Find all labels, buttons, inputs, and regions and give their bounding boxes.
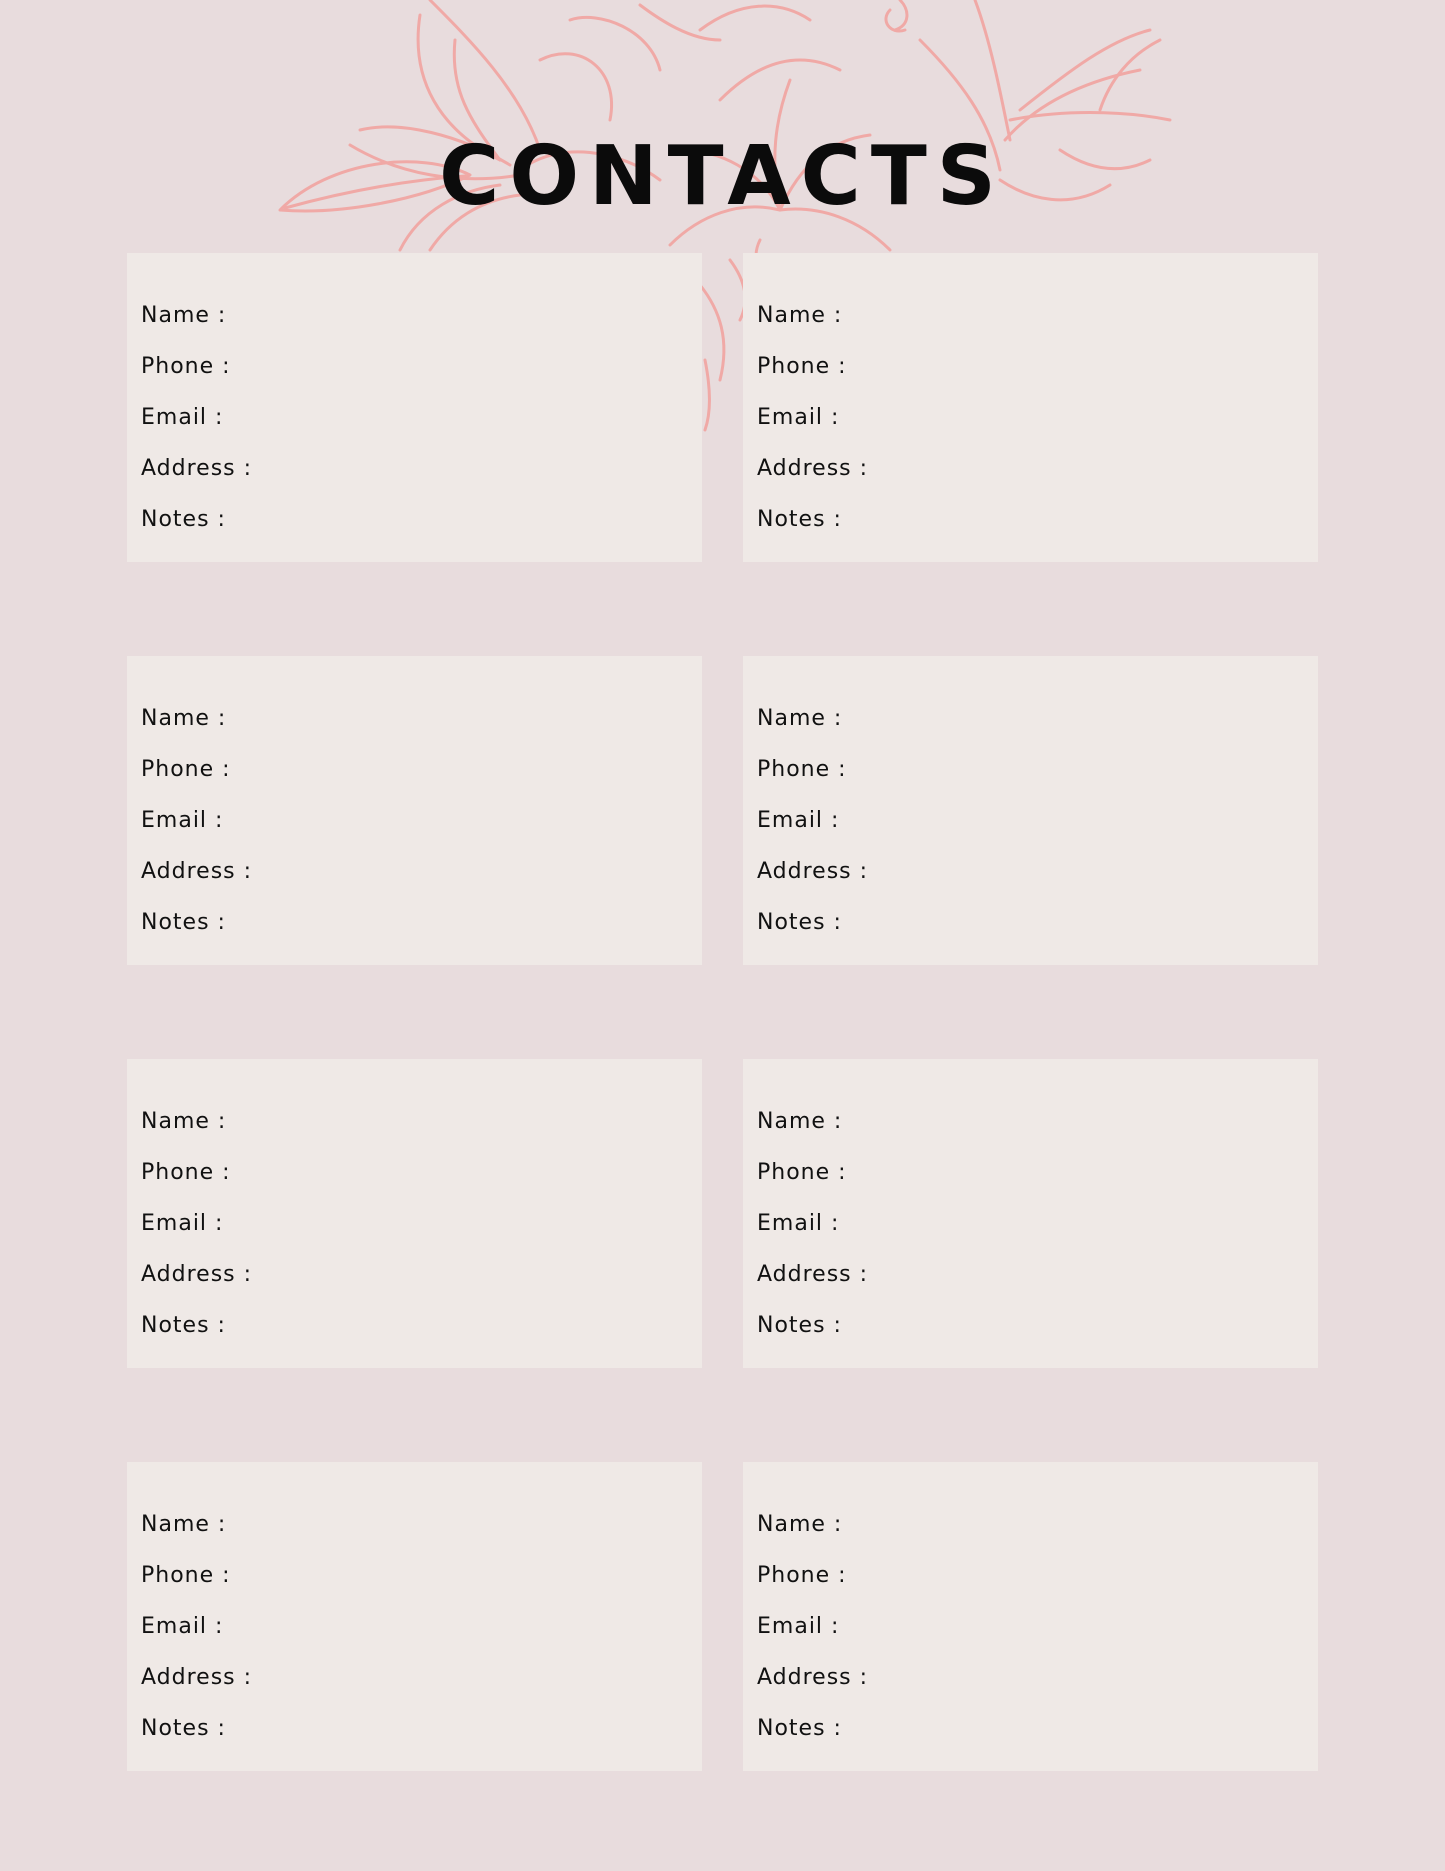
phone-field[interactable]: Phone : bbox=[757, 1160, 847, 1185]
phone-field[interactable]: Phone : bbox=[757, 757, 847, 782]
contact-card bbox=[743, 656, 1318, 965]
email-field[interactable]: Email : bbox=[757, 1211, 840, 1236]
contact-card bbox=[743, 253, 1318, 562]
contact-card bbox=[743, 1462, 1318, 1771]
notes-field[interactable]: Notes : bbox=[757, 1716, 842, 1741]
contact-card bbox=[127, 656, 702, 965]
name-field[interactable]: Name : bbox=[141, 1512, 227, 1537]
phone-field[interactable]: Phone : bbox=[141, 354, 231, 379]
phone-field[interactable]: Phone : bbox=[757, 354, 847, 379]
contact-card bbox=[743, 1059, 1318, 1368]
name-field[interactable]: Name : bbox=[757, 303, 843, 328]
address-field[interactable]: Address : bbox=[141, 859, 253, 884]
notes-field[interactable]: Notes : bbox=[141, 507, 226, 532]
notes-field[interactable]: Notes : bbox=[757, 507, 842, 532]
address-field[interactable]: Address : bbox=[141, 1262, 253, 1287]
address-field[interactable]: Address : bbox=[757, 859, 869, 884]
name-field[interactable]: Name : bbox=[757, 1512, 843, 1537]
email-field[interactable]: Email : bbox=[757, 1614, 840, 1639]
notes-field[interactable]: Notes : bbox=[141, 1313, 226, 1338]
phone-field[interactable]: Phone : bbox=[141, 1160, 231, 1185]
name-field[interactable]: Name : bbox=[141, 303, 227, 328]
email-field[interactable]: Email : bbox=[757, 405, 840, 430]
contact-card bbox=[127, 1462, 702, 1771]
name-field[interactable]: Name : bbox=[141, 706, 227, 731]
phone-field[interactable]: Phone : bbox=[141, 757, 231, 782]
name-field[interactable]: Name : bbox=[141, 1109, 227, 1134]
address-field[interactable]: Address : bbox=[141, 1665, 253, 1690]
contacts-grid bbox=[127, 253, 1318, 1771]
address-field[interactable]: Address : bbox=[757, 456, 869, 481]
name-field[interactable]: Name : bbox=[757, 1109, 843, 1134]
address-field[interactable]: Address : bbox=[757, 1665, 869, 1690]
notes-field[interactable]: Notes : bbox=[757, 910, 842, 935]
contact-card bbox=[127, 253, 702, 562]
email-field[interactable]: Email : bbox=[141, 1614, 224, 1639]
email-field[interactable]: Email : bbox=[141, 1211, 224, 1236]
phone-field[interactable]: Phone : bbox=[757, 1563, 847, 1588]
page-title: CONTACTS bbox=[439, 128, 1006, 224]
address-field[interactable]: Address : bbox=[141, 456, 253, 481]
notes-field[interactable]: Notes : bbox=[757, 1313, 842, 1338]
email-field[interactable]: Email : bbox=[141, 405, 224, 430]
contact-card bbox=[127, 1059, 702, 1368]
email-field[interactable]: Email : bbox=[757, 808, 840, 833]
address-field[interactable]: Address : bbox=[757, 1262, 869, 1287]
notes-field[interactable]: Notes : bbox=[141, 910, 226, 935]
phone-field[interactable]: Phone : bbox=[141, 1563, 231, 1588]
email-field[interactable]: Email : bbox=[141, 808, 224, 833]
name-field[interactable]: Name : bbox=[757, 706, 843, 731]
notes-field[interactable]: Notes : bbox=[141, 1716, 226, 1741]
